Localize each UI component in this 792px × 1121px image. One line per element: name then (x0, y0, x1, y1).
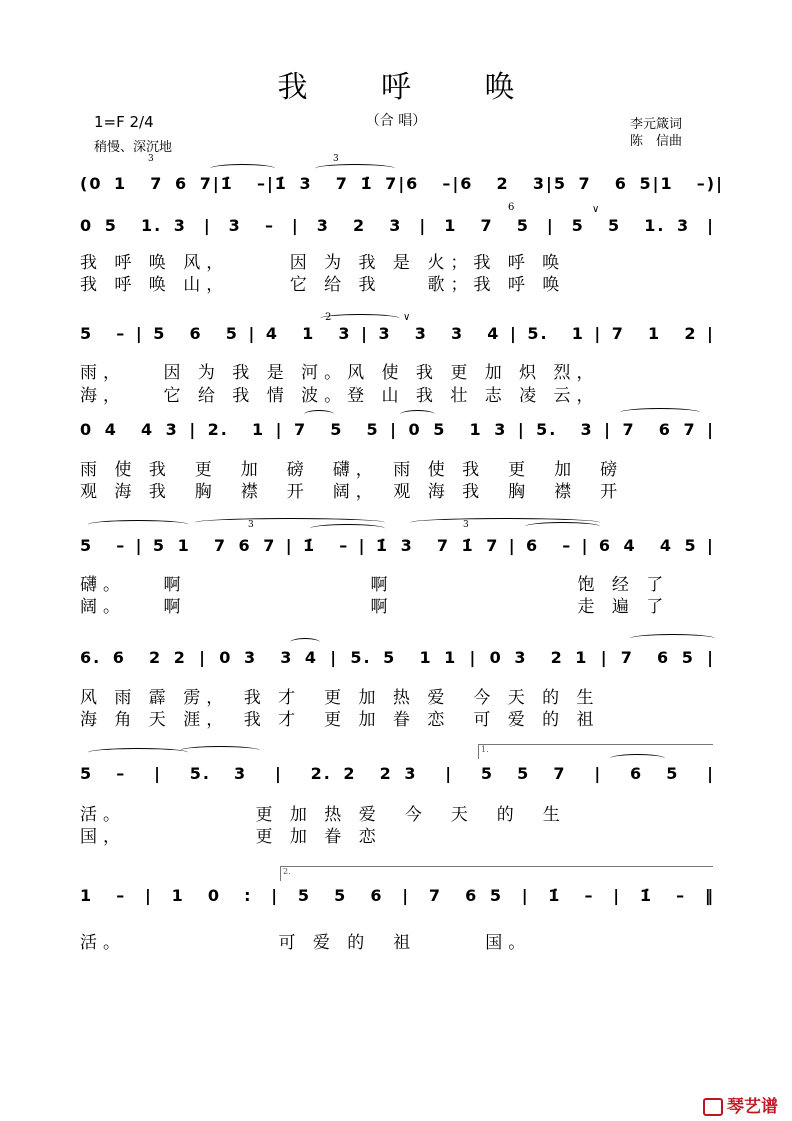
notes-line: 5 – | 5 1 7 6 7 | 1̇ – | 1̇ 3 7 1̇ 7 | 6 – | 6 4 4 5 | (80, 536, 715, 555)
first-ending-bracket: 1. (478, 744, 713, 759)
lyrics-verse-1: 活。 可 爱 的 祖 国。 (80, 933, 532, 953)
score-system-5 (80, 520, 715, 570)
score-system-3 (80, 312, 715, 358)
lyrics-verse-2: 海， 它 给 我 情 波。登 山 我 壮 志 凌 云， (80, 386, 600, 406)
lyrics-verse-2: 阔。 啊 啊 走 遍 了 (80, 597, 670, 617)
lyrics-verse-2: 观 海 我 胸 襟 开 阔， 观 海 我 胸 襟 开 (80, 482, 624, 502)
lyrics-verse-2: 海 角 天 涯， 我 才 更 加 眷 恋 可 爱 的 祖 (80, 710, 600, 730)
lyricist-credit: 李元箴词 (630, 117, 683, 132)
score-system-7 (80, 745, 715, 798)
subtitle: （合 唱） (365, 113, 427, 129)
score-system-2 (80, 202, 715, 250)
notes-line: (0 1 7 6 7 | 1̇ – | 1̇ 3 7 1̇ 7 | 6 – | 6 2 3 | 5 7 6 5 | 1 –) | (80, 174, 724, 193)
score-system-1 (80, 154, 724, 208)
notes-line: 1 – | 1 0 : | 5 5 6 | 7 6 5 | 1̇ – | 1̇ – ‖ (80, 886, 715, 905)
composer-credit: 陈 信曲 (630, 134, 683, 149)
triplet-mark: 3 (148, 154, 154, 164)
notes-line: 5 – | 5 6 5 | 4 1 3 | 3 3 3 4 | 5. 1 | 7 1 2 | (80, 324, 715, 343)
grace-note-mark: 6 (508, 202, 515, 213)
triplet-mark: 3 (333, 154, 339, 164)
score-system-6 (80, 642, 715, 682)
triplet-mark: 3 (248, 520, 254, 530)
score-system-4 (80, 414, 715, 454)
lyrics-verse-1: 礴。 啊 啊 饱 经 了 (80, 575, 670, 595)
lyrics-verse-1: 风 雨 霹 雳， 我 才 更 加 热 爱 今 天 的 生 (80, 688, 600, 708)
triplet-mark: 3 (463, 520, 469, 530)
breath-mark: ∨ (592, 204, 600, 215)
grace-note-mark: 2 (325, 312, 332, 323)
notes-line: 0 5 1. 3 | 3 – | 3 2 3 | 1 7 5 | 5 5 1. 3 | (80, 216, 715, 235)
score-system-8 (80, 867, 715, 920)
breath-mark: ∨ (403, 312, 411, 323)
watermark-logo: 琴艺谱 (703, 1092, 778, 1117)
notes-line: 0 4 4 3 | 2. 1 | 7 5 5 | 0 5 1 3 | 5. 3 | 7 6 7 | (80, 420, 715, 439)
tempo-marking: 稍慢、深沉地 (94, 140, 173, 155)
notes-line: 5 – | 5. 3 | 2. 2 2 3 | 5 5 7 | 6 5 | (80, 764, 715, 783)
key-signature: 1=F 2/4 (94, 113, 154, 131)
notes-line: 6. 6 2 2 | 0 3 3 4 | 5. 5 1 1 | 0 3 2 1 | 7 6 5 | (80, 648, 715, 667)
song-title: 我 呼 唤 (277, 70, 547, 105)
lyrics-verse-2: 我 呼 唤 山， 它 给 我 歌；我 呼 唤 (80, 275, 566, 295)
lyrics-verse-2: 国， 更 加 眷 恋 (80, 827, 382, 847)
lyrics-verse-1: 雨 使 我 更 加 磅 礴， 雨 使 我 更 加 磅 (80, 460, 624, 480)
lyrics-verse-1: 我 呼 唤 风， 因 为 我 是 火；我 呼 唤 (80, 253, 566, 273)
logo-icon (703, 1098, 723, 1116)
second-ending-bracket: 2. (280, 866, 713, 881)
lyrics-verse-1: 活。 更 加 热 爱 今 天 的 生 (80, 805, 566, 825)
lyrics-verse-1: 雨， 因 为 我 是 河。风 使 我 更 加 炽 烈， (80, 363, 600, 383)
